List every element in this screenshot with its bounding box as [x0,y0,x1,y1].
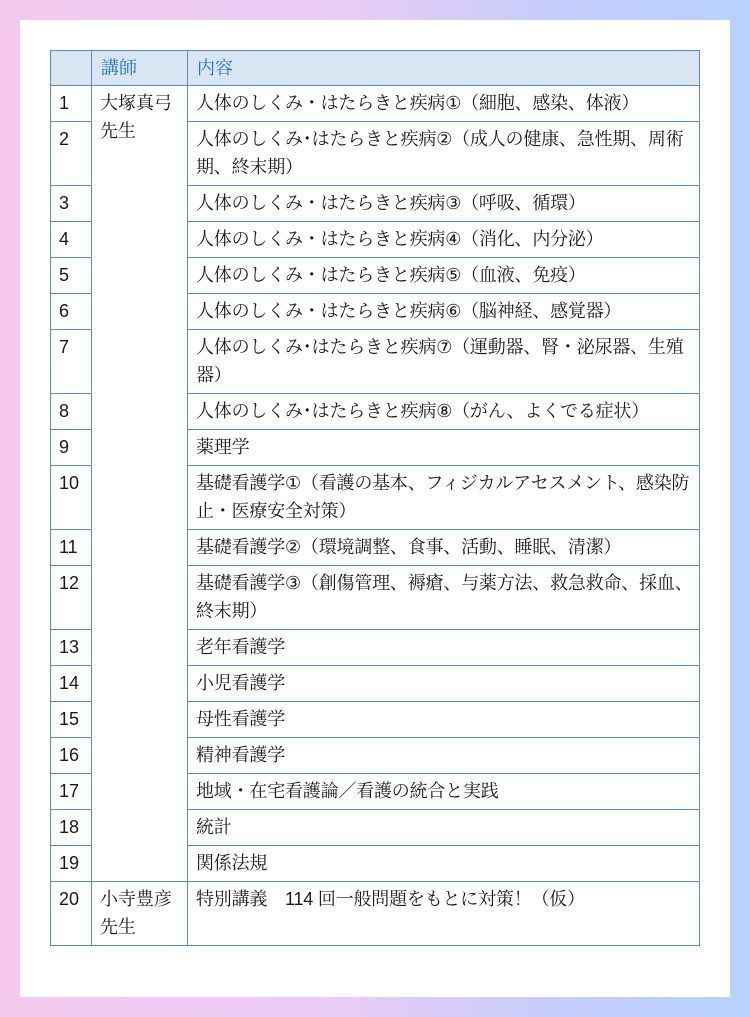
row-content: 人体のしくみ・はたらきと疾病③（呼吸、循環） [188,186,700,222]
table-row [51,86,700,122]
row-content: 基礎看護学①（看護の基本、フィジカルアセスメント、感染防止・医療安全対策） [188,466,700,530]
row-content: 特別講義 114 回一般問題をもとに対策！（仮） [188,882,700,946]
row-number: 13 [51,630,92,666]
row-number: 1 [51,86,92,122]
row-content: 人体のしくみ・はたらきと疾病⑤（血液、免疫） [188,258,700,294]
row-number: 19 [51,846,92,882]
row-number: 14 [51,666,92,702]
row-content: 関係法規 [188,846,700,882]
row-content: 母性看護学 [188,702,700,738]
row-content: 人体のしくみ･はたらきと疾病⑦（運動器、腎・泌尿器、生殖器） [188,330,700,394]
row-content: 人体のしくみ･はたらきと疾病②（成人の健康、急性期、周術期、終末期） [188,122,700,186]
row-number: 10 [51,466,92,530]
row-number: 3 [51,186,92,222]
header-number [51,51,92,86]
lecturer-cell: 小寺豊彦 先生 [92,882,188,946]
row-content: 統計 [188,810,700,846]
row-number: 16 [51,738,92,774]
row-number: 9 [51,430,92,466]
row-number: 17 [51,774,92,810]
row-content: 小児看護学 [188,666,700,702]
row-content: 地域・在宅看護論／看護の統合と実践 [188,774,700,810]
row-content: 老年看護学 [188,630,700,666]
document-page [20,20,730,997]
row-number: 20 [51,882,92,946]
header-lecturer: 講師 [92,51,188,86]
row-content: 人体のしくみ・はたらきと疾病⑥（脳神経、感覚器） [188,294,700,330]
table-row [51,882,700,946]
table-header-row [51,51,700,86]
row-content: 精神看護学 [188,738,700,774]
row-number: 12 [51,566,92,630]
row-number: 6 [51,294,92,330]
row-content: 人体のしくみ･はたらきと疾病⑧（がん、よくでる症状） [188,394,700,430]
lecture-schedule-table [50,50,700,946]
row-number: 7 [51,330,92,394]
lecturer-cell: 大塚真弓 先生 [92,86,188,882]
row-number: 15 [51,702,92,738]
row-number: 5 [51,258,92,294]
row-content: 薬理学 [188,430,700,466]
row-number: 2 [51,122,92,186]
row-number: 11 [51,530,92,566]
row-content: 基礎看護学③（創傷管理、褥瘡、与薬方法、救急救命、採血、終末期） [188,566,700,630]
row-content: 基礎看護学②（環境調整、食事、活動、睡眠、清潔） [188,530,700,566]
header-content: 内容 [188,51,700,86]
row-number: 8 [51,394,92,430]
row-number: 18 [51,810,92,846]
row-number: 4 [51,222,92,258]
row-content: 人体のしくみ・はたらきと疾病①（細胞、感染、体液） [188,86,700,122]
row-content: 人体のしくみ・はたらきと疾病④（消化、内分泌） [188,222,700,258]
